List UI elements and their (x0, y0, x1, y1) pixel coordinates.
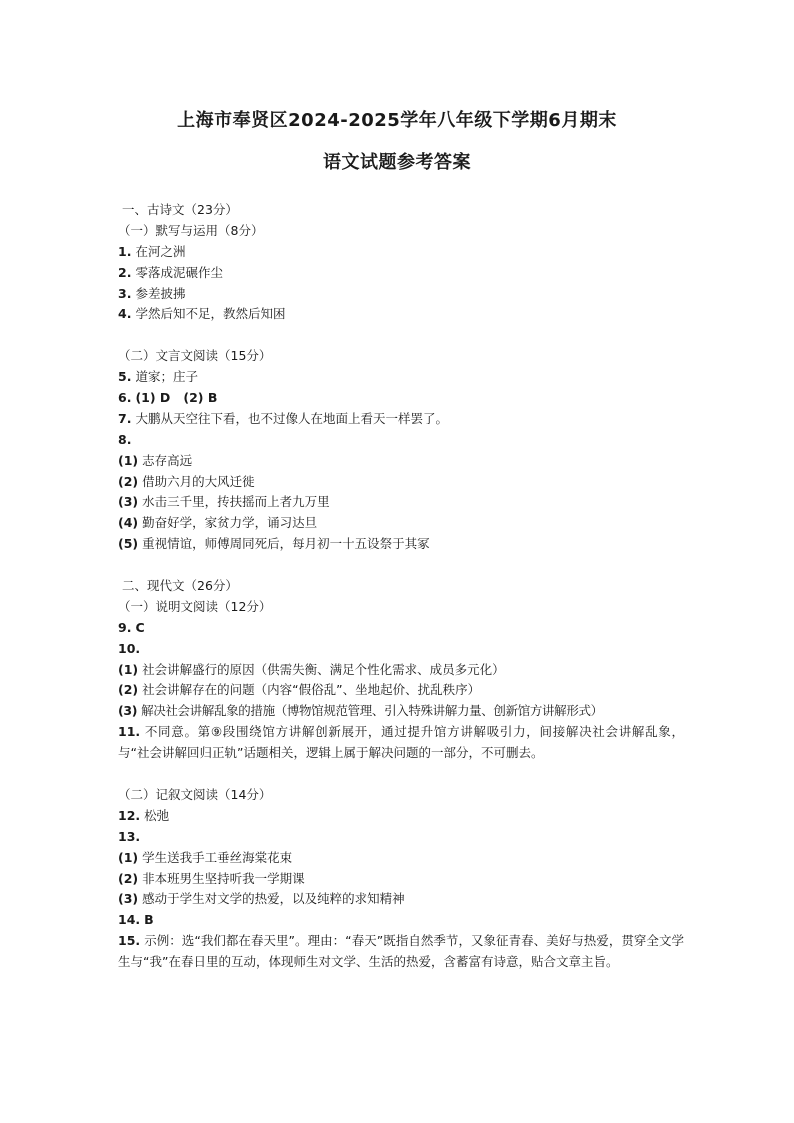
answer-item (118, 263, 684, 284)
sub-answer-item (118, 848, 684, 869)
answer-item (118, 242, 684, 263)
answer-text: 零落成泥碾作尘 (135, 264, 223, 280)
sub-answer-item (118, 472, 684, 493)
sub-answer-item (118, 492, 684, 513)
part1-heading: 一、古诗文（23分） (122, 202, 238, 217)
answer-text: (1) D (2) B (135, 390, 218, 406)
sub-number: (5) (118, 536, 139, 552)
sub-answer-item (118, 680, 684, 701)
answer-text: 借助六月的大风迁徙 (142, 473, 255, 489)
question-number: 12. (118, 807, 141, 823)
sub-number: (3) (118, 703, 138, 719)
sub-answer-item (118, 701, 684, 722)
answer-item (118, 284, 684, 305)
answer-text: 在河之洲 (135, 243, 186, 259)
question-number: 1. (118, 243, 132, 259)
sub-number: (1) (118, 452, 139, 468)
sub-answer-item (118, 451, 684, 472)
answer-body (118, 200, 684, 973)
answer-text: 社会讲解存在的问题（内容“假俗乱”、坐地起价、扰乱秩序） (142, 682, 481, 698)
spacer (118, 555, 684, 576)
answer-text: 道家；庄子 (135, 369, 198, 385)
answer-text: 志存高远 (142, 452, 193, 468)
document-subtitle: 语文试题参考答案 (323, 152, 471, 173)
answer-text: 松弛 (144, 807, 170, 823)
answer-item (118, 409, 684, 430)
answer-item (118, 639, 684, 660)
answer-item (118, 430, 684, 451)
answer-text: 感动于学生对文学的热爱，以及纯粹的求知精神 (142, 891, 405, 907)
answer-text: 学生送我手工垂丝海棠花束 (142, 849, 293, 865)
sub-answer-item (118, 869, 684, 890)
sub-number: (2) (118, 682, 139, 698)
question-number: 15. (118, 933, 141, 949)
part2-heading: 二、现代文（26分） (122, 578, 238, 594)
question-number: 2. (118, 264, 132, 280)
sub-number: (1) (118, 661, 139, 677)
answer-item (118, 367, 684, 388)
answer-text: 大鹏从天空往下看，也不过像人在地面上看天一样罢了。 (135, 410, 448, 426)
question-number: 14. (118, 912, 141, 928)
answer-text: 参差披拂 (135, 285, 186, 301)
part2-sec1-heading: （一）说明文阅读（12分） (118, 598, 272, 614)
answer-paragraph (118, 931, 684, 973)
answer-text: 非本班男生坚持听我一学期课 (142, 870, 305, 886)
part1-sec2-heading: （二）文言文阅读（15分） (118, 348, 272, 364)
answer-text: 解决社会讲解乱象的措施（博物馆规范管理、引入特殊讲解力量、创新馆方讲解形式） (141, 703, 603, 719)
sub-answer-item (118, 513, 684, 534)
answer-item (118, 388, 684, 409)
answer-item (118, 910, 684, 931)
answer-text: 社会讲解盛行的原因（供需失衡、满足个性化需求、成员多元化） (142, 661, 505, 677)
part2-sec2-heading: （二）记叙文阅读（14分） (118, 786, 272, 802)
spacer (118, 325, 684, 346)
question-number: 4. (118, 306, 132, 322)
answer-text: B (144, 912, 154, 928)
sub-number: (2) (118, 473, 139, 489)
document-title: 上海市奉贤区2024-2025学年八年级下学期6月期末 (177, 110, 617, 131)
answer-text: 示例：选“我们都在春天里”。理由：“春天”既指自然季节，又象征青春、美好与热爱，贯穿全文学生与“我”在春日里的互动，体现师生对文学、生活的热爱，含蓄富有诗意，贴合文章主旨。 (118, 933, 684, 970)
answer-text: 重视情谊，师傅周同死后，每月初一十五设祭于其冢 (142, 536, 430, 552)
answer-item (118, 618, 684, 639)
spacer (118, 764, 684, 785)
answer-item (118, 827, 684, 848)
answer-text: C (135, 619, 145, 635)
sub-answer-item (118, 534, 684, 555)
sub-number: (1) (118, 849, 139, 865)
answer-text: 学然后知不足，教然后知困 (135, 306, 286, 322)
answer-text: 水击三千里，抟扶摇而上者九万里 (142, 494, 330, 510)
answer-item (118, 304, 684, 325)
sub-answer-item (118, 889, 684, 910)
sub-number: (2) (118, 870, 139, 886)
sub-number: (4) (118, 515, 139, 531)
sub-number: (3) (118, 494, 139, 510)
sub-answer-item (118, 660, 684, 681)
question-number: 10. (118, 640, 141, 656)
question-number: 7. (118, 410, 132, 426)
question-number: 11. (118, 724, 141, 740)
question-number: 3. (118, 285, 132, 301)
question-number: 9. (118, 619, 132, 635)
question-number: 8. (118, 431, 132, 447)
question-number: 13. (118, 828, 141, 844)
part1-sec1-heading: （一）默写与运用（8分） (118, 222, 264, 238)
answer-text: 勤奋好学，家贫力学，诵习达旦 (142, 515, 318, 531)
question-number: 6. (118, 390, 132, 406)
answer-paragraph (118, 722, 684, 764)
question-number: 5. (118, 369, 132, 385)
answer-item (118, 806, 684, 827)
answer-text: 不同意。第⑨段围绕馆方讲解创新展开，通过提升馆方讲解吸引力，间接解决社会讲解乱象，与“社会讲解回归正轨”话题相关，逻辑上属于解决问题的一部分，不可删去。 (118, 724, 684, 761)
sub-number: (3) (118, 891, 139, 907)
